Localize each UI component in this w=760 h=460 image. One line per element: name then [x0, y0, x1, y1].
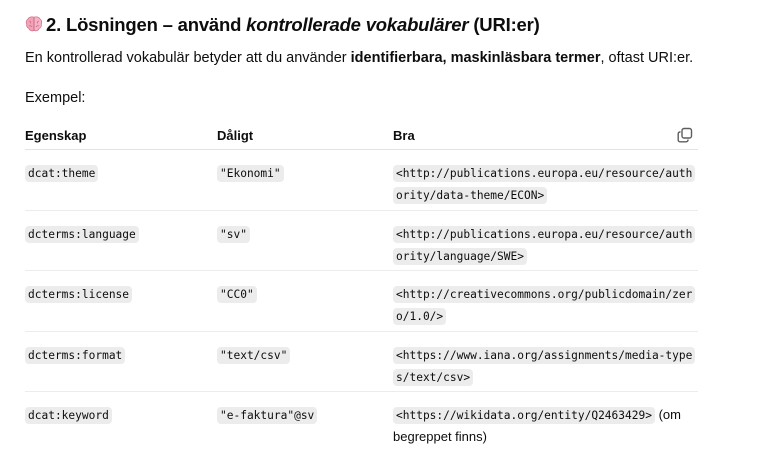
table-row	[25, 332, 698, 393]
intro-paragraph	[25, 48, 693, 68]
table-row	[25, 271, 698, 332]
bad-value-code: "text/csv"	[217, 347, 290, 364]
intro-prefix: En kontrollerad vokabulär betyder att du använder	[25, 50, 351, 66]
bad-value-code: "e-faktura"@sv	[217, 407, 317, 424]
heading-number-text: 2. Lösningen – använd	[46, 14, 247, 35]
table-header	[25, 124, 698, 150]
brain-emoji-icon	[25, 15, 43, 33]
header-good: Bra	[393, 128, 415, 143]
header-property: Egenskap	[25, 128, 87, 143]
property-code: dcat:keyword	[25, 407, 112, 424]
property-code: dcterms:format	[25, 347, 125, 364]
vocabulary-table	[25, 124, 698, 453]
intro-bold: identifierbara, maskinläsbara termer	[350, 50, 601, 66]
bad-value-code: "sv"	[217, 226, 250, 243]
good-note-text: (om begreppet finns)	[393, 407, 681, 444]
bad-value-code: "CC0"	[217, 286, 257, 303]
good-uri-code: <http://publications.europa.eu/resource/authority/data-theme/ECON>	[393, 165, 695, 204]
bad-value-code: "Ekonomi"	[217, 165, 284, 182]
intro-suffix: , oftast URI:er.	[600, 50, 694, 66]
property-code: dcterms:license	[25, 286, 132, 303]
good-uri-code: <http://publications.europa.eu/resource/authority/language/SWE>	[393, 226, 695, 265]
table-row	[25, 392, 698, 453]
table-row	[25, 150, 698, 211]
example-label: Exempel:	[25, 90, 86, 106]
property-code: dcat:theme	[25, 165, 98, 182]
copy-icon[interactable]	[676, 126, 694, 144]
header-bad: Dåligt	[217, 128, 254, 143]
good-uri-code: <https://wikidata.org/entity/Q2463429>	[393, 407, 655, 424]
heading-suffix-text: (URI:er)	[468, 14, 540, 35]
heading-italic-text: kontrollerade vokabulärer	[246, 14, 469, 35]
good-uri-code: <https://www.iana.org/assignments/media-types/text/csv>	[393, 347, 695, 386]
property-code: dcterms:language	[25, 226, 139, 243]
table-row	[25, 211, 698, 272]
section-heading	[25, 14, 540, 36]
good-uri-code: <http://creativecommons.org/publicdomain/zero/1.0/>	[393, 286, 695, 325]
